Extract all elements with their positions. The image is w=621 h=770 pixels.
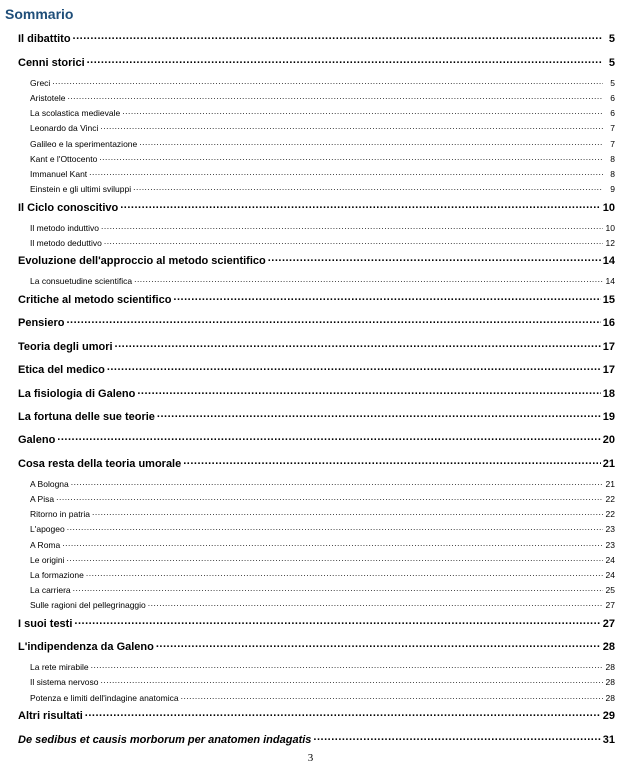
toc-entry-page: 23 xyxy=(605,539,615,550)
dot-leader xyxy=(120,200,601,211)
toc-section-entry[interactable] xyxy=(18,554,615,569)
toc-section-entry[interactable] xyxy=(18,222,615,237)
toc-entry-label: Kant e l'Ottocento xyxy=(30,153,98,164)
toc-entry-page: 7 xyxy=(610,138,615,149)
dot-leader xyxy=(107,362,601,373)
toc-entry-label: Leonardo da Vinci xyxy=(30,123,99,134)
dot-leader xyxy=(57,432,600,443)
toc-entry-page: 14 xyxy=(605,276,615,287)
toc-entry-page: 15 xyxy=(602,294,615,307)
toc-entry-label: La fortuna delle sue teorie xyxy=(18,410,155,423)
toc-entry-label: L'apogeo xyxy=(30,524,65,535)
dot-leader xyxy=(104,237,603,246)
toc-entry-label: La consuetudine scientifica xyxy=(30,276,133,287)
toc-chapter-entry[interactable] xyxy=(18,200,615,222)
toc-chapter-entry[interactable] xyxy=(18,639,615,661)
toc-entry-label: L'indipendenza da Galeno xyxy=(18,641,154,654)
toc-entry-page: 24 xyxy=(605,569,615,580)
dot-leader xyxy=(115,339,601,350)
dot-leader xyxy=(156,639,601,650)
dot-leader xyxy=(91,662,603,671)
toc-entry-label: Il dibattito xyxy=(18,33,71,46)
toc-entry-page: 17 xyxy=(602,364,615,377)
toc-entry-label: Immanuel Kant xyxy=(30,168,88,179)
dot-leader xyxy=(137,386,600,397)
toc-entry-page: 22 xyxy=(605,493,615,504)
dot-leader xyxy=(67,524,603,533)
dot-leader xyxy=(101,677,604,686)
toc-entry-page: 19 xyxy=(602,410,615,423)
toc-entry-page: 7 xyxy=(610,123,615,134)
toc-entry-page: 28 xyxy=(602,641,615,654)
toc-section-entry[interactable] xyxy=(18,584,615,599)
toc-entry-page: 27 xyxy=(602,617,615,630)
toc-entry-label: Il metodo induttivo xyxy=(30,222,99,233)
dot-leader xyxy=(100,123,603,132)
dot-leader xyxy=(181,692,603,701)
toc-chapter-entry[interactable] xyxy=(18,253,615,275)
page-title: Sommario xyxy=(5,6,74,22)
toc-entry-page: 5 xyxy=(608,33,615,46)
toc-entry-label: Teoria degli umori xyxy=(18,340,113,353)
toc-section-entry[interactable] xyxy=(18,138,615,153)
toc-entry-label: Aristotele xyxy=(30,92,66,103)
toc-chapter-entry[interactable] xyxy=(18,315,615,337)
table-of-contents xyxy=(18,30,615,754)
toc-entry-page: 28 xyxy=(605,692,615,703)
toc-entry-label: La carriera xyxy=(30,585,71,596)
toc-entry-page: 14 xyxy=(602,255,615,268)
toc-entry-label: A Roma xyxy=(30,539,61,550)
toc-entry-label: Altri risultati xyxy=(18,710,83,723)
dot-leader xyxy=(66,315,600,326)
dot-leader xyxy=(86,569,603,578)
toc-section-entry[interactable] xyxy=(18,92,615,107)
toc-entry-page: 31 xyxy=(602,733,615,746)
toc-entry-label: Critiche al metodo scientifico xyxy=(18,294,172,307)
toc-entry-page: 27 xyxy=(605,600,615,611)
toc-entry-label: Evoluzione dell'approccio al metodo scientifico xyxy=(18,255,266,268)
toc-entry-label: Galeno xyxy=(18,434,56,447)
dot-leader xyxy=(133,184,603,193)
toc-entry-label: Etica del medico xyxy=(18,364,105,377)
toc-entry-page: 21 xyxy=(605,478,615,489)
toc-entry-label: La fisiologia di Galeno xyxy=(18,387,136,400)
toc-chapter-entry[interactable] xyxy=(18,432,615,454)
toc-entry-label: Il sistema nervoso xyxy=(30,677,99,688)
toc-section-entry[interactable] xyxy=(18,168,615,183)
toc-entry-label: La formazione xyxy=(30,569,84,580)
toc-section-entry[interactable] xyxy=(18,122,615,137)
toc-entry-label: Le origini xyxy=(30,554,65,565)
dot-leader xyxy=(313,732,600,743)
toc-entry-label: Sulle ragioni del pellegrinaggio xyxy=(30,600,146,611)
dot-leader xyxy=(157,409,601,420)
toc-entry-page: 29 xyxy=(602,710,615,723)
toc-entry-label: Il metodo deduttivo xyxy=(30,237,102,248)
dot-leader xyxy=(62,539,603,548)
toc-section-entry[interactable] xyxy=(18,676,615,691)
toc-entry-label: Cenni storici xyxy=(18,56,85,69)
dot-leader xyxy=(67,92,603,101)
toc-entry-page: 5 xyxy=(608,56,615,69)
toc-entry-page: 23 xyxy=(605,524,615,535)
toc-section-entry[interactable] xyxy=(18,183,615,198)
dot-leader xyxy=(56,493,603,502)
toc-chapter-entry[interactable] xyxy=(18,55,615,77)
toc-chapter-entry[interactable] xyxy=(18,362,615,384)
dot-leader xyxy=(183,456,601,467)
toc-entry-label: Ritorno in patria xyxy=(30,509,91,520)
toc-chapter-entry[interactable] xyxy=(18,409,615,431)
toc-chapter-entry[interactable] xyxy=(18,616,615,638)
dot-leader xyxy=(89,168,603,177)
dot-leader xyxy=(101,222,603,231)
toc-section-entry[interactable] xyxy=(18,237,615,252)
toc-chapter-entry[interactable] xyxy=(18,386,615,408)
toc-section-entry[interactable] xyxy=(18,508,615,523)
toc-entry-page: 17 xyxy=(602,340,615,353)
page-number: 3 xyxy=(307,752,314,764)
toc-section-entry[interactable] xyxy=(18,107,615,122)
dot-leader xyxy=(71,478,603,487)
toc-entry-page: 16 xyxy=(602,317,615,330)
dot-leader xyxy=(122,108,603,117)
toc-chapter-entry[interactable] xyxy=(18,31,615,53)
toc-entry-label: Potenza e limiti dell'indagine anatomica xyxy=(30,692,179,703)
toc-section-entry[interactable] xyxy=(18,569,615,584)
toc-entry-page: 5 xyxy=(610,77,615,88)
toc-entry-page: 9 xyxy=(610,184,615,195)
toc-entry-label: A Pisa xyxy=(30,493,55,504)
toc-entry-label: Il Ciclo conoscitivo xyxy=(18,201,119,214)
toc-entry-label: De sedibus et causis morborum per anatomen indagatis xyxy=(18,733,312,746)
toc-entry-page: 10 xyxy=(602,201,615,214)
toc-section-entry[interactable] xyxy=(18,692,615,707)
dot-leader xyxy=(134,276,603,285)
toc-entry-page: 28 xyxy=(605,677,615,688)
dot-leader xyxy=(99,153,603,162)
toc-entry-label: Galileo e la sperimentazione xyxy=(30,138,138,149)
toc-entry-page: 6 xyxy=(610,108,615,119)
toc-section-entry[interactable] xyxy=(18,77,615,92)
toc-entry-page: 18 xyxy=(602,387,615,400)
toc-section-entry[interactable] xyxy=(18,493,615,508)
toc-section-entry[interactable] xyxy=(18,153,615,168)
toc-section-entry[interactable] xyxy=(18,661,615,676)
toc-entry-page: 8 xyxy=(610,153,615,164)
toc-chapter-entry[interactable] xyxy=(18,292,615,314)
toc-entry-page: 24 xyxy=(605,554,615,565)
toc-entry-label: A Bologna xyxy=(30,478,69,489)
toc-entry-label: I suoi testi xyxy=(18,617,73,630)
dot-leader xyxy=(139,138,603,147)
toc-entry-page: 22 xyxy=(605,509,615,520)
toc-entry-label: La rete mirabile xyxy=(30,662,89,673)
toc-entry-label: Cosa resta della teoria umorale xyxy=(18,457,182,470)
toc-entry-label: Einstein e gli ultimi sviluppi xyxy=(30,184,132,195)
dot-leader xyxy=(87,55,603,66)
toc-entry-label: Greci xyxy=(30,77,51,88)
dot-leader xyxy=(67,554,604,563)
toc-entry-page: 25 xyxy=(605,585,615,596)
dot-leader xyxy=(173,292,600,303)
toc-section-entry[interactable] xyxy=(18,523,615,538)
toc-entry-page: 12 xyxy=(605,237,615,248)
toc-entry-page: 21 xyxy=(602,457,615,470)
toc-entry-label: La scolastica medievale xyxy=(30,108,121,119)
toc-entry-page: 10 xyxy=(605,222,615,233)
toc-entry-page: 6 xyxy=(610,92,615,103)
toc-chapter-entry[interactable] xyxy=(18,708,615,730)
toc-chapter-entry[interactable] xyxy=(18,456,615,478)
dot-leader xyxy=(52,77,603,86)
toc-entry-page: 28 xyxy=(605,662,615,673)
toc-chapter-entry[interactable] xyxy=(18,732,615,754)
dot-leader xyxy=(92,509,603,518)
dot-leader xyxy=(85,708,601,719)
dot-leader xyxy=(73,31,603,42)
toc-entry-page: 20 xyxy=(602,434,615,447)
dot-leader xyxy=(74,616,600,627)
toc-chapter-entry[interactable] xyxy=(18,339,615,361)
toc-entry-page: 8 xyxy=(610,168,615,179)
toc-entry-label: Pensiero xyxy=(18,317,65,330)
dot-leader xyxy=(148,600,603,609)
dot-leader xyxy=(73,585,603,594)
toc-section-entry[interactable] xyxy=(18,599,615,614)
dot-leader xyxy=(268,253,601,264)
toc-section-entry[interactable] xyxy=(18,478,615,493)
toc-section-entry[interactable] xyxy=(18,539,615,554)
toc-section-entry[interactable] xyxy=(18,275,615,290)
